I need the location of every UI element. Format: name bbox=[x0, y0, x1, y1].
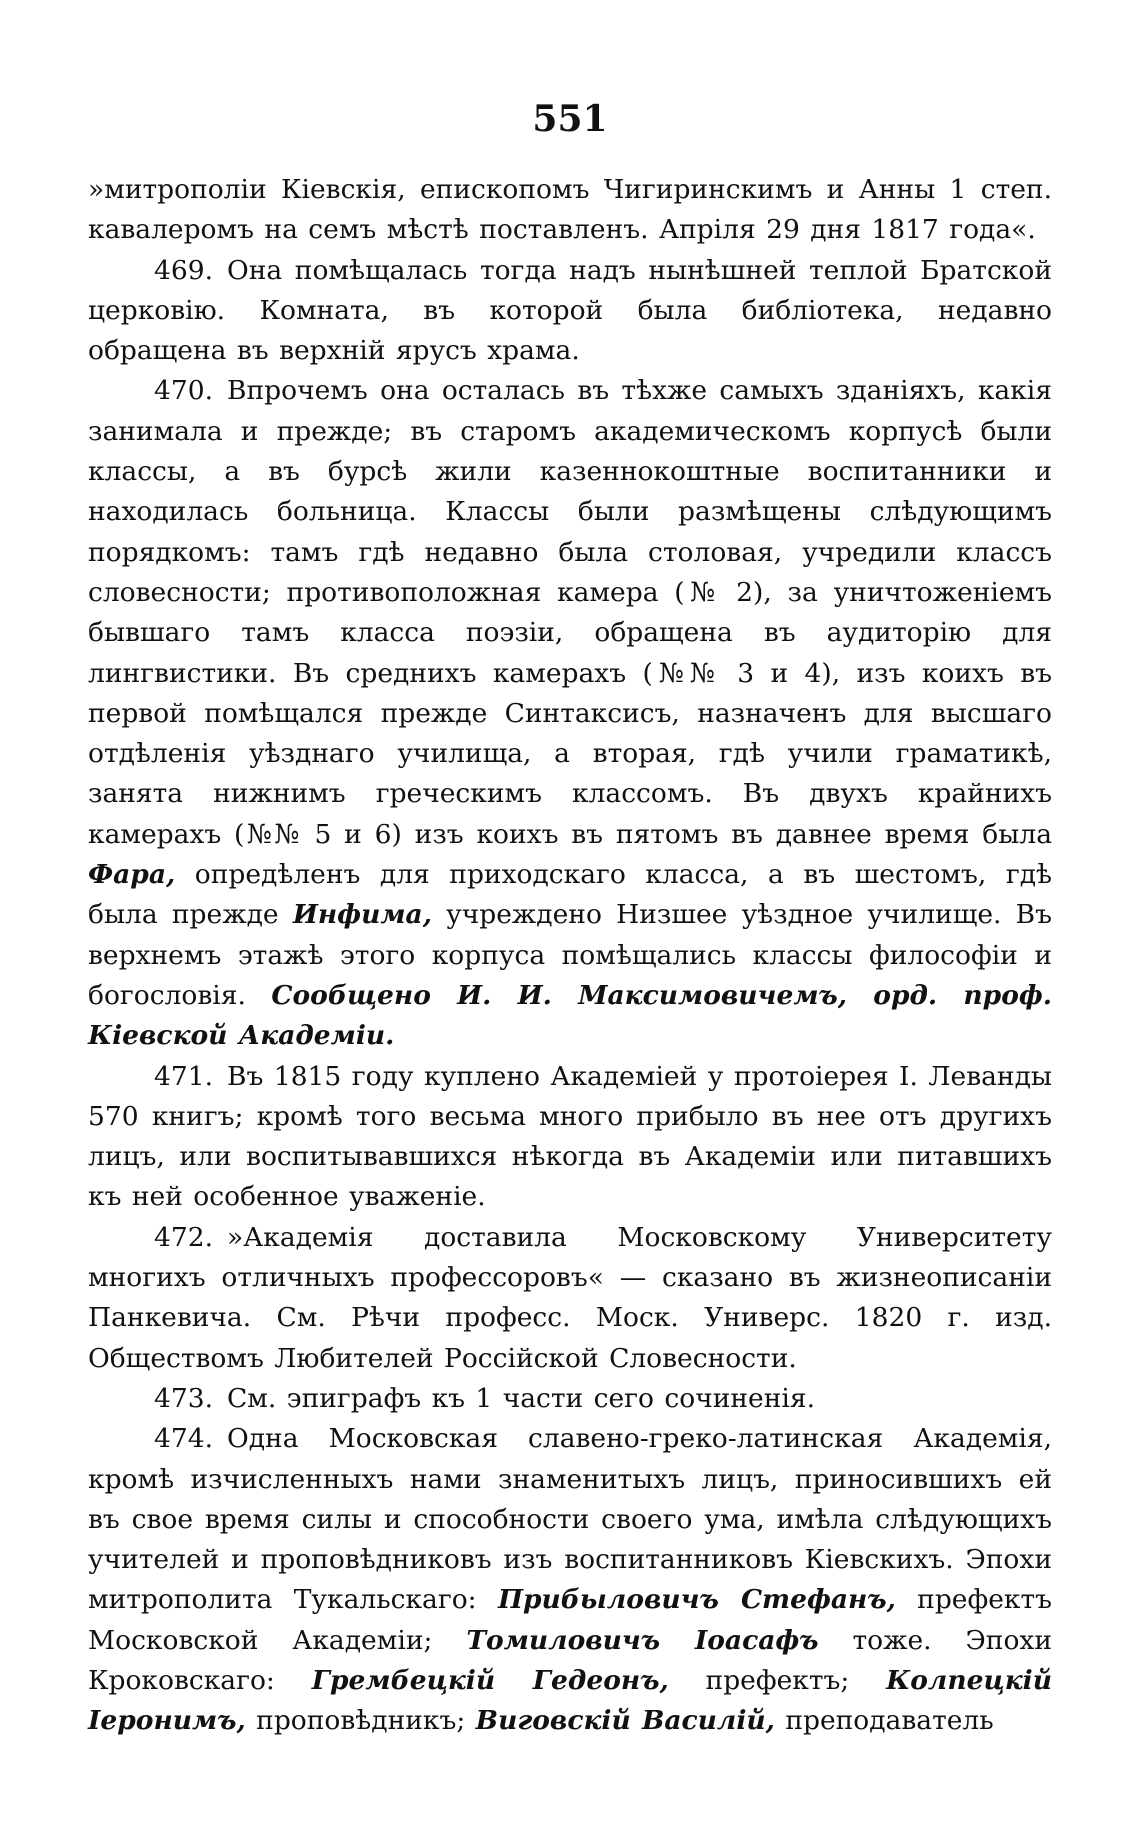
note-number: 474. bbox=[154, 1423, 214, 1455]
note-number: 471. bbox=[154, 1060, 214, 1092]
note-number: 470. bbox=[154, 375, 214, 407]
italic-name: Колпецкій Іеронимъ, bbox=[88, 1664, 1052, 1737]
paragraph-text: »митрополіи Кіевскія, епископомъ Чигиринскимъ и Анны 1 степ. кавалеромъ на семъ мѣстѣ поставленъ. Апріля 29 дня 1817 года«. bbox=[88, 174, 1052, 246]
italic-citation: Сообщено И. И. Максимовичемъ, орд. проф. Кіевской Академіи. bbox=[88, 979, 1052, 1052]
paragraph-text: См. эпиграфъ къ 1 части сего сочиненія. bbox=[227, 1382, 816, 1414]
paragraph-text: проповѣдникъ; bbox=[245, 1705, 476, 1737]
note-469 bbox=[88, 251, 1052, 372]
page-number: 551 bbox=[532, 98, 608, 140]
paragraph-text: Въ 1815 году куплено Академіей у протоіерея І. Леванды 570 книгъ; кромѣ того весьма много прибыло въ нее отъ другихъ лицъ, или воспитывавшихся нѣкогда въ Академіи или питавшихъ къ ней особенное уваженіе. bbox=[88, 1060, 1052, 1213]
paragraph-text: »Академія доставила Московскому Университету многихъ отличныхъ профессоровъ« — сказано въ жизнеописаніи Панкевича. См. Рѣчи професс. Моск. Универс. 1820 г. изд. Обществомъ Любителей Россійской Словесности. bbox=[88, 1221, 1052, 1374]
paragraph-text: Она помѣщалась тогда надъ нынѣшней теплой Братской церковію. Комната, въ которой была библіотека, недавно обращена въ верхній ярусъ храма. bbox=[88, 254, 1052, 367]
italic-name: Томиловичъ Іоасафъ bbox=[466, 1624, 819, 1656]
body-text bbox=[88, 170, 1052, 1742]
paragraph-continuation bbox=[88, 170, 1052, 251]
paragraph-text: опредѣленъ для приходскаго класса, а въ шестомъ, гдѣ была прежде bbox=[88, 859, 1052, 931]
note-472 bbox=[88, 1218, 1052, 1379]
italic-term: Фара, bbox=[88, 859, 176, 891]
paragraph-text: префектъ; bbox=[668, 1664, 887, 1696]
note-number: 472. bbox=[154, 1221, 214, 1253]
italic-name: Прибыловичъ Стефанъ, bbox=[497, 1584, 896, 1616]
note-number: 473. bbox=[154, 1382, 214, 1414]
paragraph-text: Впрочемъ она осталась въ тѣхже самыхъ зданіяхъ, какія занимала и прежде; въ старомъ академическомъ корпусѣ были классы, а въ бурсѣ жили казеннокоштные воспитанники и находилась больница. Классы были размѣщены слѣдующимъ порядкомъ: тамъ гдѣ недавно была столовая, учредили классъ словесности; противоположная камера (№ 2), за уничтоженіемъ бывшаго тамъ класса поэзіи, обращена въ аудиторію для лингвистики. Въ среднихъ камерахъ (№№ 3 и 4), изъ коихъ въ первой помѣщался прежде Синтаксисъ, назначенъ для высшаго отдѣленія уѣзднаго училища, а вторая, гдѣ учили граматикѣ, занята нижнимъ греческимъ классомъ. Въ двухъ крайнихъ камерахъ (№№ 5 и 6) изъ коихъ въ пятомъ въ давнее время была bbox=[88, 375, 1052, 850]
italic-term: Инфима, bbox=[292, 899, 432, 931]
paragraph-text: тоже. Эпохи Кроковскаго: bbox=[88, 1624, 1053, 1696]
note-471 bbox=[88, 1057, 1052, 1218]
paragraph-text: Одна Московская славено-греко-латинская Академія, кромѣ изчисленныхъ нами знаменитыхъ лицъ, приносившихъ ей въ свое время силы и способности своего ума, имѣла слѣдующихъ учителей и проповѣдниковъ изъ воспитанниковъ Кіевскихъ. Эпохи митрополита Тукальскаго: bbox=[88, 1423, 1052, 1616]
italic-name: Грембецкій Гедеонъ, bbox=[311, 1664, 669, 1696]
paragraph-text: префектъ Московской Академіи; bbox=[88, 1584, 1052, 1656]
italic-name: Виговскій Василій, bbox=[475, 1705, 775, 1737]
note-number: 469. bbox=[154, 254, 214, 286]
note-470 bbox=[88, 371, 1052, 1056]
note-474 bbox=[88, 1419, 1052, 1741]
paragraph-text: учреждено Низшее уѣздное училище. Въ верхнемъ этажѣ этого корпуса помѣщались классы философіи и богословія. bbox=[88, 899, 1052, 1011]
note-473 bbox=[88, 1379, 1052, 1419]
paragraph-text: преподаватель bbox=[774, 1705, 994, 1737]
